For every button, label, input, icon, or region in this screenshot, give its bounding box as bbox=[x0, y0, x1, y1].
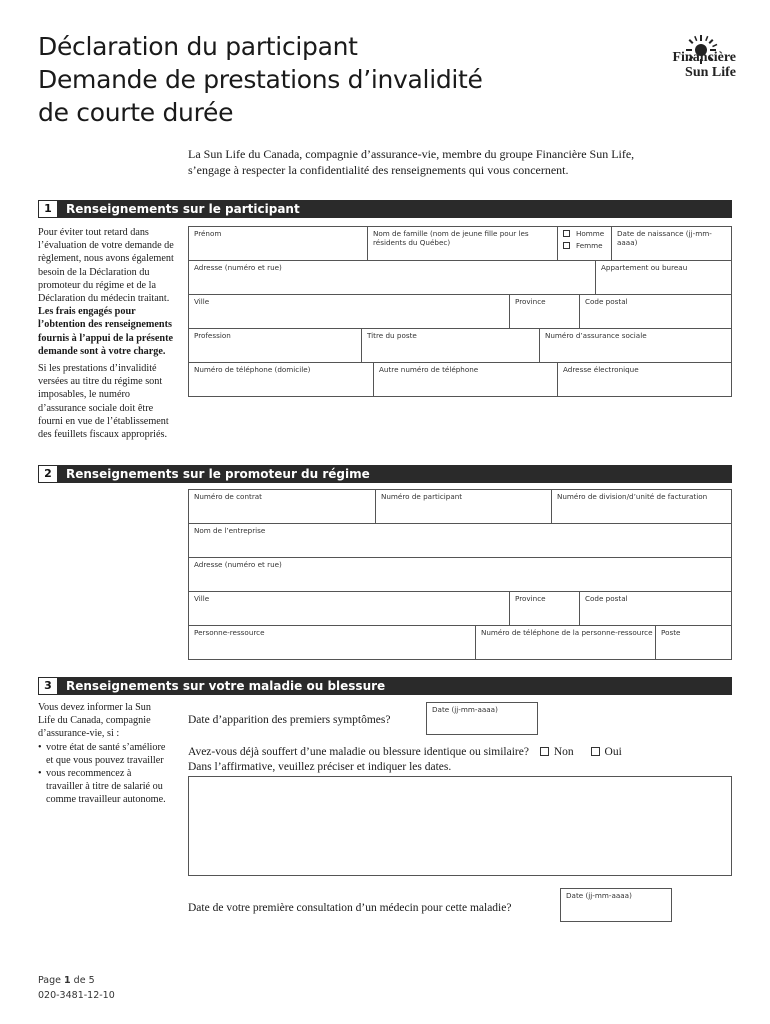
form-row bbox=[189, 626, 731, 660]
male-checkbox[interactable] bbox=[563, 230, 570, 237]
extension-field[interactable] bbox=[655, 626, 731, 659]
sponsor-postal-code-field[interactable] bbox=[579, 592, 731, 625]
sponsor-address-field[interactable] bbox=[189, 558, 731, 591]
province-field[interactable] bbox=[509, 295, 579, 328]
page-title bbox=[38, 30, 483, 129]
section-3-header bbox=[38, 677, 732, 695]
form-row bbox=[189, 295, 731, 329]
field-label: Personne-ressource bbox=[194, 628, 265, 637]
female-option[interactable] bbox=[563, 242, 603, 251]
intro-line-2: s’engage à respecter la confidentialité des renseignements qui vous concernent. bbox=[188, 163, 569, 177]
yes-checkbox[interactable] bbox=[591, 747, 600, 756]
sponsor-city-field[interactable] bbox=[189, 592, 509, 625]
notify-bullet-1: • votre état de santé s’améliore et que vous pouvez travailler bbox=[38, 741, 168, 767]
contract-number-field[interactable] bbox=[189, 490, 375, 523]
form-row bbox=[189, 524, 731, 558]
field-label: Province bbox=[515, 594, 546, 603]
field-label: Prénom bbox=[194, 229, 222, 238]
form-row bbox=[189, 363, 731, 397]
participant-number-field[interactable] bbox=[375, 490, 551, 523]
sun-life-logo bbox=[606, 34, 736, 86]
page-footer bbox=[38, 973, 115, 1003]
yes-option[interactable] bbox=[591, 746, 622, 758]
section-3-number: 3 bbox=[38, 677, 58, 695]
symptoms-date-question: Date d’apparition des premiers symptômes? bbox=[188, 714, 391, 726]
male-option[interactable] bbox=[563, 230, 604, 239]
no-label: Non bbox=[553, 746, 574, 758]
field-label: Numéro de téléphone de la personne-ressource bbox=[481, 628, 653, 637]
profession-field[interactable] bbox=[189, 329, 361, 362]
male-label: Homme bbox=[576, 229, 605, 238]
field-label: Profession bbox=[194, 331, 231, 340]
intro-line-1: La Sun Life du Canada, compagnie d’assurance-vie, membre du groupe Financière Sun Life, bbox=[188, 147, 635, 161]
doctor-consultation-question: Date de votre première consultation d’un médecin pour cette maladie? bbox=[188, 902, 512, 914]
yes-label: Oui bbox=[604, 746, 622, 758]
email-field[interactable] bbox=[557, 363, 731, 396]
apartment-field[interactable] bbox=[595, 261, 731, 294]
similar-illness-instructions: Dans l’affirmative, veuillez préciser et indiquer les dates. bbox=[188, 761, 452, 773]
side-note-bold: Les frais engagés pour l’obtention des renseignements fournis à l’appui de la présente demande sont à votre charge. bbox=[38, 306, 173, 357]
form-row bbox=[189, 261, 731, 295]
other-phone-field[interactable] bbox=[373, 363, 557, 396]
field-label: Nom de l’entreprise bbox=[194, 526, 266, 535]
symptoms-date-field[interactable] bbox=[426, 702, 538, 735]
field-label: Adresse électronique bbox=[563, 365, 639, 374]
bullet-text: vous recommencez à travailler à titre de salarié ou comme travailleur autonome. bbox=[46, 768, 166, 806]
intro-text bbox=[188, 146, 708, 178]
postal-code-field[interactable] bbox=[579, 295, 731, 328]
field-label: Province bbox=[515, 297, 546, 306]
field-label: Appartement ou bureau bbox=[601, 263, 688, 272]
field-label: Numéro de contrat bbox=[194, 492, 263, 501]
page-suffix: de 5 bbox=[70, 975, 95, 986]
section-1-title: Renseignements sur le participant bbox=[66, 202, 300, 216]
doctor-consultation-date-field[interactable] bbox=[560, 888, 672, 922]
title-line-2: Demande de prestations d’invalidité bbox=[38, 65, 483, 94]
section-2-number: 2 bbox=[38, 465, 58, 483]
address-field[interactable] bbox=[189, 261, 595, 294]
no-option[interactable] bbox=[540, 746, 574, 758]
section-1-sidebar bbox=[38, 226, 178, 441]
city-field[interactable] bbox=[189, 295, 509, 328]
section-2-title: Renseignements sur le promoteur du régime bbox=[66, 467, 370, 481]
field-label: Code postal bbox=[585, 594, 628, 603]
section-3-sidebar bbox=[38, 701, 168, 807]
logo-line-1: Financière bbox=[672, 50, 736, 65]
field-label: Adresse (numéro et rue) bbox=[194, 560, 282, 569]
bullet-text: votre état de santé s’améliore et que vous pouvez travailler bbox=[46, 741, 166, 766]
field-label: Autre numéro de téléphone bbox=[379, 365, 479, 374]
section-1-header bbox=[38, 200, 732, 218]
section-1-number: 1 bbox=[38, 200, 58, 218]
side-note-tax: Si les prestations d’invalidité versées au titre du régime sont imposables, le numéro d’assurance sociale doit être fourni en vue de l’établissement des feuillets fiscaux appropriés. bbox=[38, 363, 169, 441]
field-label: Numéro de téléphone (domicile) bbox=[194, 365, 311, 374]
field-label: Date (jj-mm-aaaa) bbox=[566, 891, 632, 900]
title-line-1: Déclaration du participant bbox=[38, 32, 358, 61]
company-name-field[interactable] bbox=[189, 524, 731, 557]
field-label: Nom de famille (nom de jeune fille pour les résidents du Québec) bbox=[373, 229, 529, 247]
sponsor-province-field[interactable] bbox=[509, 592, 579, 625]
birth-date-field[interactable] bbox=[611, 227, 731, 260]
home-phone-field[interactable] bbox=[189, 363, 373, 396]
no-checkbox[interactable] bbox=[540, 747, 549, 756]
contact-person-field[interactable] bbox=[189, 626, 475, 659]
form-row bbox=[189, 227, 731, 261]
similar-illness-details-field[interactable] bbox=[188, 776, 732, 876]
participant-form bbox=[188, 226, 732, 397]
female-checkbox[interactable] bbox=[563, 242, 570, 249]
logo-line-2: Sun Life bbox=[685, 65, 736, 80]
division-number-field[interactable] bbox=[551, 490, 731, 523]
field-label: Date (jj-mm-aaaa) bbox=[432, 705, 498, 714]
field-label: Code postal bbox=[585, 297, 628, 306]
sponsor-form bbox=[188, 489, 732, 660]
job-title-field[interactable] bbox=[361, 329, 539, 362]
field-label: Numéro de participant bbox=[381, 492, 463, 501]
sex-field bbox=[557, 227, 611, 260]
notify-bullet-2: • vous recommencez à travailler à titre de salarié ou comme travailleur autonome. bbox=[38, 767, 168, 807]
form-row bbox=[189, 329, 731, 363]
contact-phone-field[interactable] bbox=[475, 626, 655, 659]
form-row bbox=[189, 558, 731, 592]
field-label: Date de naissance (jj-mm-aaaa) bbox=[617, 229, 712, 247]
last-name-field[interactable] bbox=[367, 227, 557, 260]
field-label: Numéro d’assurance sociale bbox=[545, 331, 647, 340]
page-indicator bbox=[38, 973, 115, 988]
page-number: 1 bbox=[64, 975, 71, 986]
question-text: Avez-vous déjà souffert d’une maladie ou blessure identique ou similaire? bbox=[188, 746, 529, 758]
sin-field[interactable] bbox=[539, 329, 731, 362]
form-row bbox=[189, 592, 731, 626]
form-code: 020-3481-12-10 bbox=[38, 990, 115, 1001]
form-row bbox=[189, 490, 731, 524]
notify-intro: Vous devez informer la Sun Life du Canada, compagnie d’assurance-vie, si : bbox=[38, 702, 151, 740]
section-2-header bbox=[38, 465, 732, 483]
title-line-3: de courte durée bbox=[38, 98, 234, 127]
field-label: Ville bbox=[194, 297, 210, 306]
first-name-field[interactable] bbox=[189, 227, 367, 260]
female-label: Femme bbox=[576, 241, 603, 250]
field-label: Titre du poste bbox=[367, 331, 417, 340]
page-prefix: Page bbox=[38, 975, 65, 986]
section-3-title: Renseignements sur votre maladie ou blessure bbox=[66, 679, 386, 693]
field-label: Adresse (numéro et rue) bbox=[194, 263, 282, 272]
similar-illness-question bbox=[188, 745, 622, 759]
field-label: Poste bbox=[661, 628, 681, 637]
side-note-normal: Pour éviter tout retard dans l’évaluation de votre demande de règlement, nous avons également besoin de la Déclaration du promoteur du régime et de la Déclaration du médecin traitant. bbox=[38, 227, 174, 305]
field-label: Ville bbox=[194, 594, 210, 603]
field-label: Numéro de division/d’unité de facturation bbox=[557, 492, 708, 501]
